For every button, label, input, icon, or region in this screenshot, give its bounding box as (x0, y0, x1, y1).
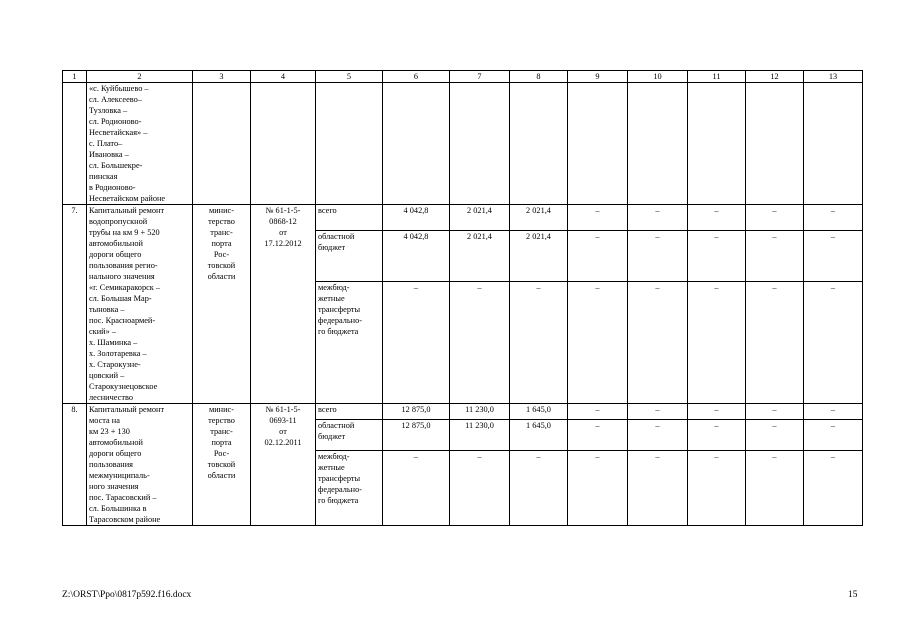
funding-source-line: бюджет (318, 432, 346, 442)
executor-line: транс- (210, 228, 233, 237)
object-name (87, 404, 193, 526)
funding-source-line: федерально- (318, 484, 363, 494)
amount-cell: – (688, 231, 746, 281)
amount-cell: 11 230,0 (450, 420, 510, 451)
executor-line: товской (207, 261, 236, 270)
amount-cell: – (568, 420, 628, 451)
amount-cell: – (688, 281, 746, 403)
column-number-8: 8 (510, 71, 568, 83)
funding-source (316, 205, 383, 231)
column-number-13: 13 (804, 71, 863, 83)
funding-source-line: жетные (318, 462, 345, 472)
funding-source (316, 404, 383, 420)
amount-cell: 12 875,0 (383, 404, 450, 420)
expertise-doc-line: 0693-11 (269, 416, 297, 425)
object-name-line: пользования регио- (89, 261, 158, 270)
object-name-line: Тарасовском районе (89, 515, 161, 524)
amount-cell: 2 021,4 (450, 205, 510, 231)
executor-line: области (207, 272, 236, 281)
object-name-line: Тузловка – (89, 106, 128, 115)
page-number: 15 (848, 590, 858, 600)
empty-cell (316, 83, 383, 205)
continued-row (63, 83, 863, 205)
object-name-line: трубы на км 9 + 520 (89, 228, 160, 237)
amount-cell: – (568, 404, 628, 420)
executor-line: терство (208, 217, 235, 226)
object-name-line: межмуниципаль- (89, 471, 150, 480)
expertise-doc (251, 404, 316, 526)
object-name-line: Капитальный ремонт (89, 206, 165, 215)
amount-cell: – (568, 205, 628, 231)
amount-cell: – (628, 420, 688, 451)
table-row (63, 404, 863, 420)
funding-source-line: всего (318, 206, 337, 215)
amount-cell: – (688, 404, 746, 420)
executor-line: Рос- (213, 449, 230, 458)
amount-cell: – (568, 231, 628, 281)
object-name-line: сл. Большекре- (89, 161, 143, 170)
header-row (63, 71, 863, 83)
file-path: Z:\ORST\Ppo\0817p592.f16.docx (62, 590, 192, 600)
empty-cell (450, 83, 510, 205)
amount-cell: – (688, 205, 746, 231)
object-name-line: с. Плато– (89, 139, 123, 148)
object-name-line: пользования (89, 460, 133, 469)
amount-cell: – (628, 404, 688, 420)
amount-cell: 4 042,8 (383, 231, 450, 281)
empty-cell (804, 83, 863, 205)
object-name-line: цовский – (89, 371, 125, 380)
amount-cell: – (746, 420, 804, 451)
object-name-line: в Родионово- (89, 183, 136, 192)
object-name-line: «г. Семикаракорск – (89, 283, 161, 292)
object-name-line: пинская (89, 172, 118, 181)
object-name-line: лесничество (89, 393, 133, 402)
executor-line: порта (211, 239, 232, 248)
amount-cell: – (628, 205, 688, 231)
column-number-4: 4 (251, 71, 316, 83)
executor-line: области (207, 471, 236, 480)
column-number-10: 10 (628, 71, 688, 83)
amount-cell: – (383, 281, 450, 403)
row-number: 8. (63, 404, 87, 526)
amount-cell: – (450, 281, 510, 403)
expertise-doc-line: 02.12.2011 (264, 438, 302, 447)
object-name-line: Несветайская» – (89, 128, 148, 137)
amount-cell: – (746, 281, 804, 403)
amount-cell: – (628, 231, 688, 281)
object-name-line: х. Золотаревка – (89, 349, 147, 358)
object-name-line: сл. Большая Мар- (89, 294, 152, 303)
amount-cell: – (510, 281, 568, 403)
amount-cell: 1 645,0 (510, 404, 568, 420)
column-number-12: 12 (746, 71, 804, 83)
funding-source-line: жетные (318, 293, 345, 303)
empty-cell (193, 83, 251, 205)
amount-cell: – (746, 450, 804, 525)
amount-cell: – (804, 281, 863, 403)
executor-line: Рос- (213, 250, 230, 259)
object-name-line: Несветайском районе (89, 194, 166, 203)
object-name-line: км 23 + 130 (89, 427, 130, 436)
empty-cell (251, 83, 316, 205)
funding-source (316, 420, 383, 451)
funding-source-line: областной (318, 421, 355, 431)
column-number-11: 11 (688, 71, 746, 83)
funding-source-line: го бюджета (318, 495, 359, 505)
expertise-doc-line: № 61-1-5- (265, 206, 301, 215)
expertise-doc-line: от (279, 228, 287, 237)
funding-source-line: федерально- (318, 315, 363, 325)
object-name (87, 83, 193, 205)
column-number-7: 7 (450, 71, 510, 83)
object-name-line: автомобильной (89, 438, 143, 447)
amount-cell: – (688, 420, 746, 451)
column-number-2: 2 (87, 71, 193, 83)
empty-cell (688, 83, 746, 205)
expertise-doc-line: 17.12.2012 (264, 239, 302, 248)
expertise-doc (251, 205, 316, 404)
program-table (62, 70, 863, 526)
funding-source (316, 450, 383, 525)
column-number-9: 9 (568, 71, 628, 83)
amount-cell: 2 021,4 (510, 231, 568, 281)
amount-cell: – (383, 450, 450, 525)
object-name-line: х. Старокузне- (89, 360, 141, 369)
column-number-1: 1 (63, 71, 87, 83)
object-name-line: ного значения (89, 482, 139, 491)
object-name-line: дороги общего (89, 449, 142, 458)
funding-source-line: межбюд- (318, 451, 350, 461)
executor-line: терство (208, 416, 235, 425)
row-number: 7. (63, 205, 87, 404)
expertise-doc-line: № 61-1-5- (265, 405, 301, 414)
object-name-line: тыновка – (89, 305, 125, 314)
object-name-line: пос. Красноармей- (89, 316, 156, 325)
object-name-line: водопропускной (89, 217, 148, 226)
amount-cell: – (688, 450, 746, 525)
object-name-line: ский» – (89, 327, 116, 336)
amount-cell: – (746, 404, 804, 420)
column-number-6: 6 (383, 71, 450, 83)
amount-cell: 1 645,0 (510, 420, 568, 451)
object-name-line: Ивановка – (89, 150, 129, 159)
amount-cell: – (804, 404, 863, 420)
empty-cell (510, 83, 568, 205)
amount-cell: – (804, 231, 863, 281)
empty-cell (568, 83, 628, 205)
amount-cell: – (628, 450, 688, 525)
executor (193, 205, 251, 404)
empty-cell (383, 83, 450, 205)
amount-cell: 4 042,8 (383, 205, 450, 231)
object-name-line: Капитальный ремонт (89, 405, 165, 414)
object-name-line: х. Шаминка – (89, 338, 138, 347)
cell-num (63, 83, 87, 205)
amount-cell: – (510, 450, 568, 525)
amount-cell: 2 021,4 (450, 231, 510, 281)
amount-cell: 12 875,0 (383, 420, 450, 451)
empty-cell (628, 83, 688, 205)
object-name-line: «с. Куйбышево – (89, 84, 149, 93)
object-name-line: нального значения (89, 272, 155, 281)
funding-source-line: трансферты (318, 473, 361, 483)
amount-cell: – (804, 420, 863, 451)
object-name (87, 205, 193, 404)
expertise-doc-line: 0868-12 (269, 217, 297, 226)
funding-source-line: бюджет (318, 243, 346, 253)
amount-cell: 2 021,4 (510, 205, 568, 231)
table-row (63, 205, 863, 231)
expertise-doc-line: от (279, 427, 287, 436)
amount-cell: – (628, 281, 688, 403)
amount-cell: – (746, 231, 804, 281)
executor-line: минис- (208, 206, 235, 215)
column-number-5: 5 (316, 71, 383, 83)
funding-source-line: областной (318, 232, 355, 242)
executor-line: транс- (210, 427, 233, 436)
amount-cell: – (746, 205, 804, 231)
funding-source-line: трансферты (318, 304, 361, 314)
empty-cell (746, 83, 804, 205)
executor-line: порта (211, 438, 232, 447)
object-name-line: сл. Родионово- (89, 117, 142, 126)
column-number-3: 3 (193, 71, 251, 83)
amount-cell: – (804, 205, 863, 231)
object-name-line: дороги общего (89, 250, 142, 259)
executor-line: минис- (208, 405, 235, 414)
object-name-line: сл. Большинка в (89, 504, 147, 513)
executor (193, 404, 251, 526)
funding-source-line: межбюд- (318, 282, 350, 292)
funding-source-line: го бюджета (318, 326, 359, 336)
amount-cell: – (804, 450, 863, 525)
funding-source-line: всего (318, 405, 337, 414)
object-name-line: моста на (89, 416, 120, 425)
object-name-line: Старокузнецовское (89, 382, 158, 391)
object-name-line: сл. Алексеево– (89, 95, 142, 104)
amount-cell: – (568, 450, 628, 525)
amount-cell: – (568, 281, 628, 403)
amount-cell: – (450, 450, 510, 525)
object-name-line: автомобильной (89, 239, 143, 248)
executor-line: товской (207, 460, 236, 469)
funding-source (316, 231, 383, 281)
amount-cell: 11 230,0 (450, 404, 510, 420)
object-name-line: пос. Тарасовский – (89, 493, 157, 502)
funding-source (316, 281, 383, 403)
